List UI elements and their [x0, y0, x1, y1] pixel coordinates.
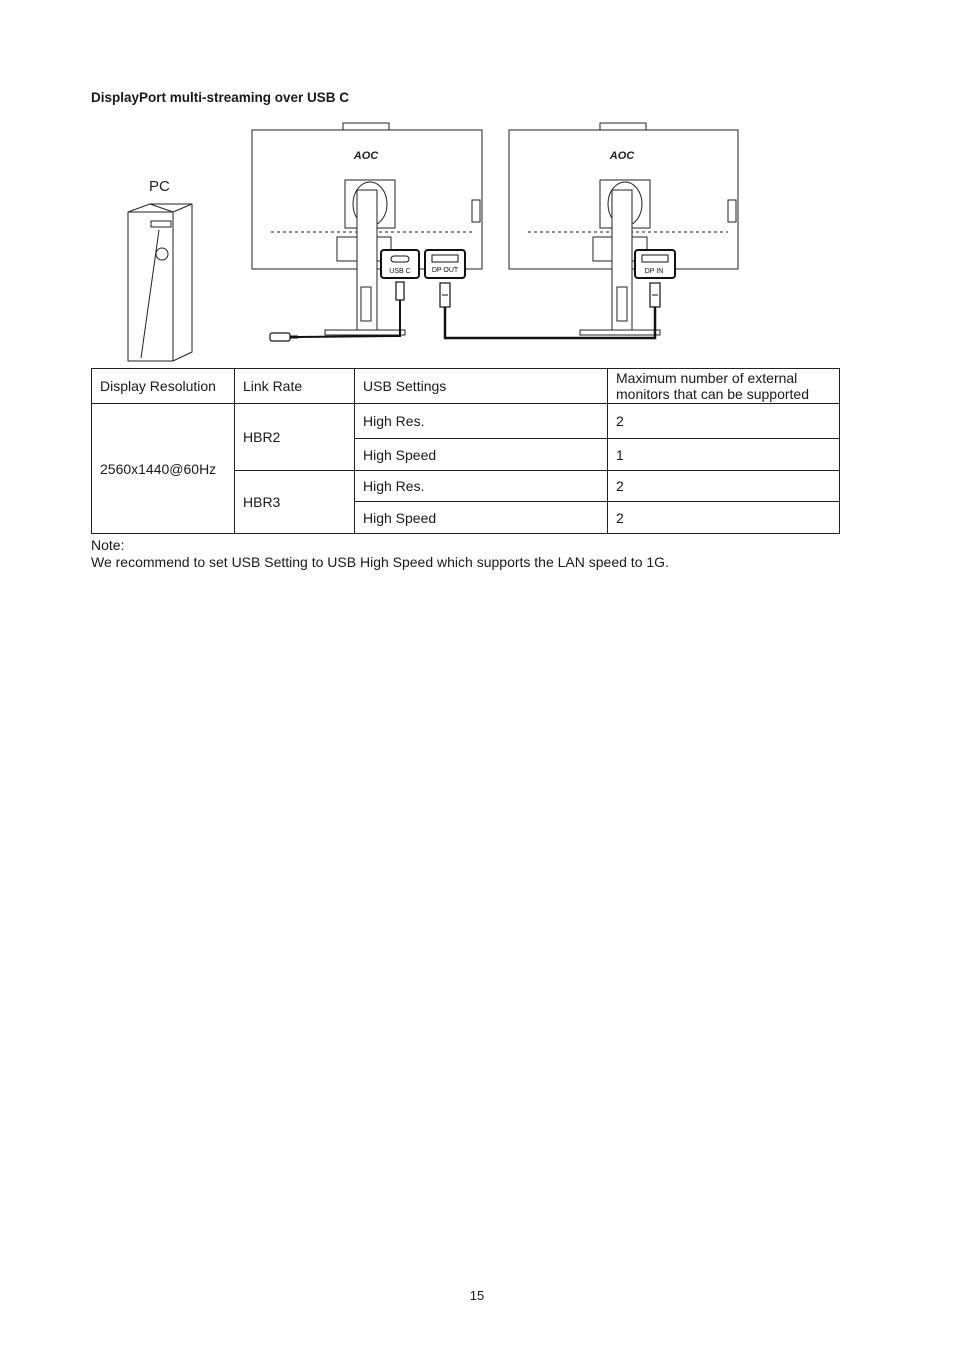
max-monitors-cell: 2 — [608, 502, 840, 534]
header-max-monitors: Maximum number of external monitors that can be supported — [608, 369, 840, 404]
usb-setting-cell: High Res. — [355, 404, 608, 439]
table-header-row — [92, 369, 840, 404]
header-usb-settings: USB Settings — [355, 369, 608, 404]
dp-out-port-label: DP OUT — [431, 267, 459, 274]
pc-tower — [128, 204, 192, 361]
link-rate-cell: HBR2 — [235, 404, 355, 471]
header-display-resolution: Display Resolution — [92, 369, 235, 404]
table-row — [92, 404, 840, 439]
link-rate-cell: HBR3 — [235, 471, 355, 534]
usb-c-port-label: USB C — [389, 268, 411, 275]
note-text: We recommend to set USB Setting to USB High Speed which supports the LAN speed to 1G. — [91, 554, 669, 570]
max-monitors-cell: 2 — [608, 471, 840, 502]
monitor-2-logo: AOC — [609, 150, 635, 162]
connection-diagram — [0, 0, 954, 370]
resolution-cell: 2560x1440@60Hz — [92, 404, 235, 534]
usb-setting-cell: High Speed — [355, 439, 608, 471]
pc-label: PC — [149, 178, 170, 195]
usb-setting-cell: High Res. — [355, 471, 608, 502]
note-heading: Note: — [91, 537, 125, 553]
section-title: DisplayPort multi-streaming over USB C — [91, 90, 350, 105]
monitor-1-logo: AOC — [353, 150, 379, 162]
max-monitors-cell: 1 — [608, 439, 840, 471]
usb-setting-cell: High Speed — [355, 502, 608, 534]
dp-in-port-label: DP IN — [644, 268, 664, 275]
note-block — [91, 537, 669, 571]
header-link-rate: Link Rate — [235, 369, 355, 404]
compatibility-table — [91, 368, 840, 534]
max-monitors-cell: 2 — [608, 404, 840, 439]
page-number: 15 — [469, 1288, 485, 1303]
